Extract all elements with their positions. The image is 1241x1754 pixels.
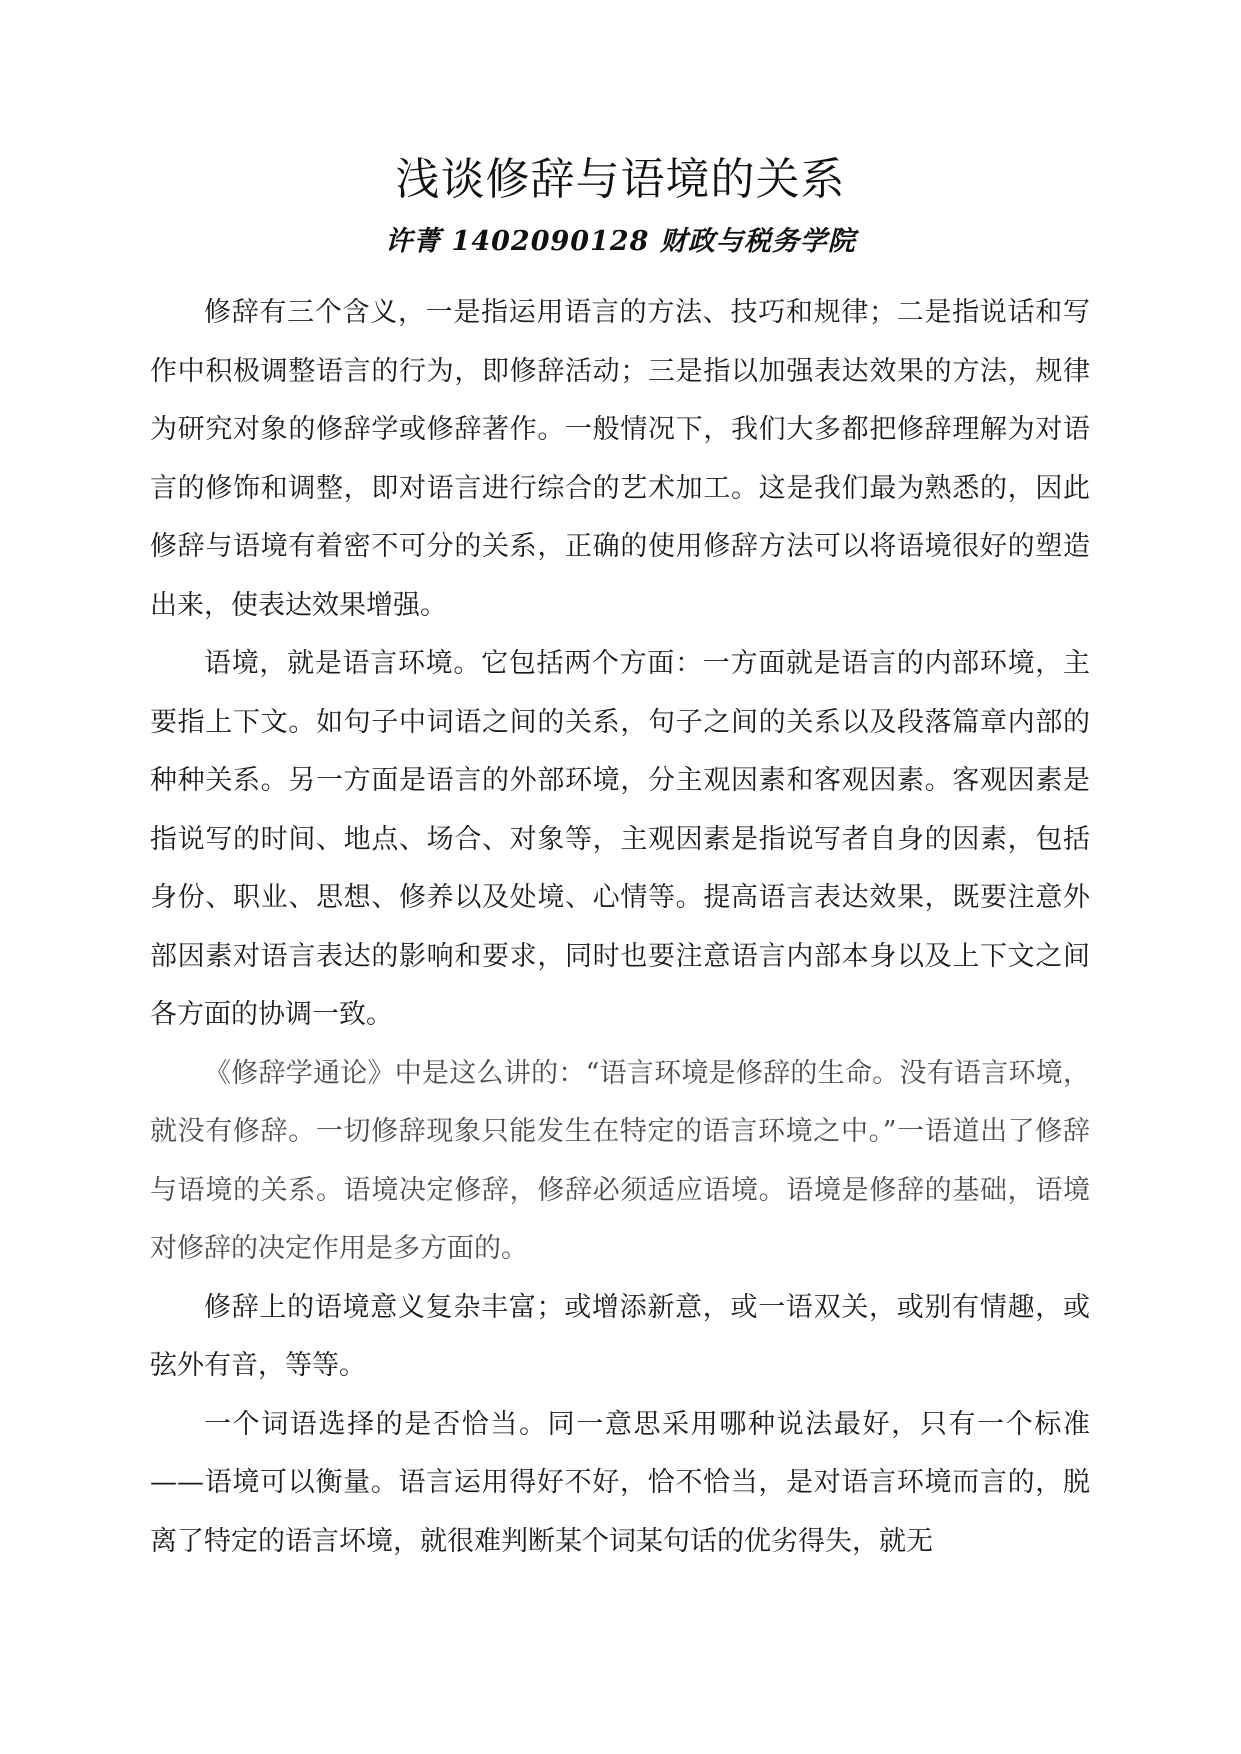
body-paragraph-4: 修辞上的语境意义复杂丰富；或增添新意，或一语双关，或别有情趣，或弦外有音，等等。 xyxy=(150,1291,1090,1381)
body-paragraph-3: 《修辞学通论》中是这么讲的：“语言环境是修辞的生命。没有语言环境，就没有修辞。一切修辞现象只能发生在特定的语言环境之中。”一语道出了修辞与语境的关系。语境决定修辞，修辞必须适应语境。语境是修辞的基础，语境对修辞的决定作用是多方面的。 xyxy=(150,1057,1090,1264)
document-body xyxy=(150,284,1090,1571)
author-byline: 许菁 1402090128 财政与税务学院 xyxy=(385,226,856,257)
document-title: 浅谈修辞与语境的关系 xyxy=(395,154,846,205)
body-paragraph-5: 一个词语选择的是否恰当。同一意思采用哪种说法最好，只有一个标准——语境可以衡量。语言运用得好不好，恰不恰当，是对语言环境而言的，脱离了特定的语言坏境，就很难判断某个词某句话的优劣得失，就无 xyxy=(150,1408,1090,1557)
body-paragraph-2: 语境，就是语言环境。它包括两个方面：一方面就是语言的内部环境，主要指上下文。如句子中词语之间的关系，句子之间的关系以及段落篇章内部的种种关系。另一方面是语言的外部环境，分主观因素和客观因素。客观因素是指说写的时间、地点、场合、对象等，主观因素是指说写者自身的因素，包括身份、职业、思想、修养以及处境、心情等。提高语言表达效果，既要注意外部因素对语言表达的影响和要求，同时也要注意语言内部本身以及上下文之间各方面的协调一致。 xyxy=(150,648,1090,1030)
body-paragraph-1: 修辞有三个含义，一是指运用语言的方法、技巧和规律；二是指说话和写作中积极调整语言的行为，即修辞活动；三是指以加强表达效果的方法，规律为研究对象的修辞学或修辞著作。一般情况下，我们大多都把修辞理解为对语言的修饰和调整，即对语言进行综合的艺术加工。这是我们最为熟悉的，因此修辞与语境有着密不可分的关系，正确的使用修辞方法可以将语境很好的塑造出来，使表达效果增强。 xyxy=(150,297,1090,621)
